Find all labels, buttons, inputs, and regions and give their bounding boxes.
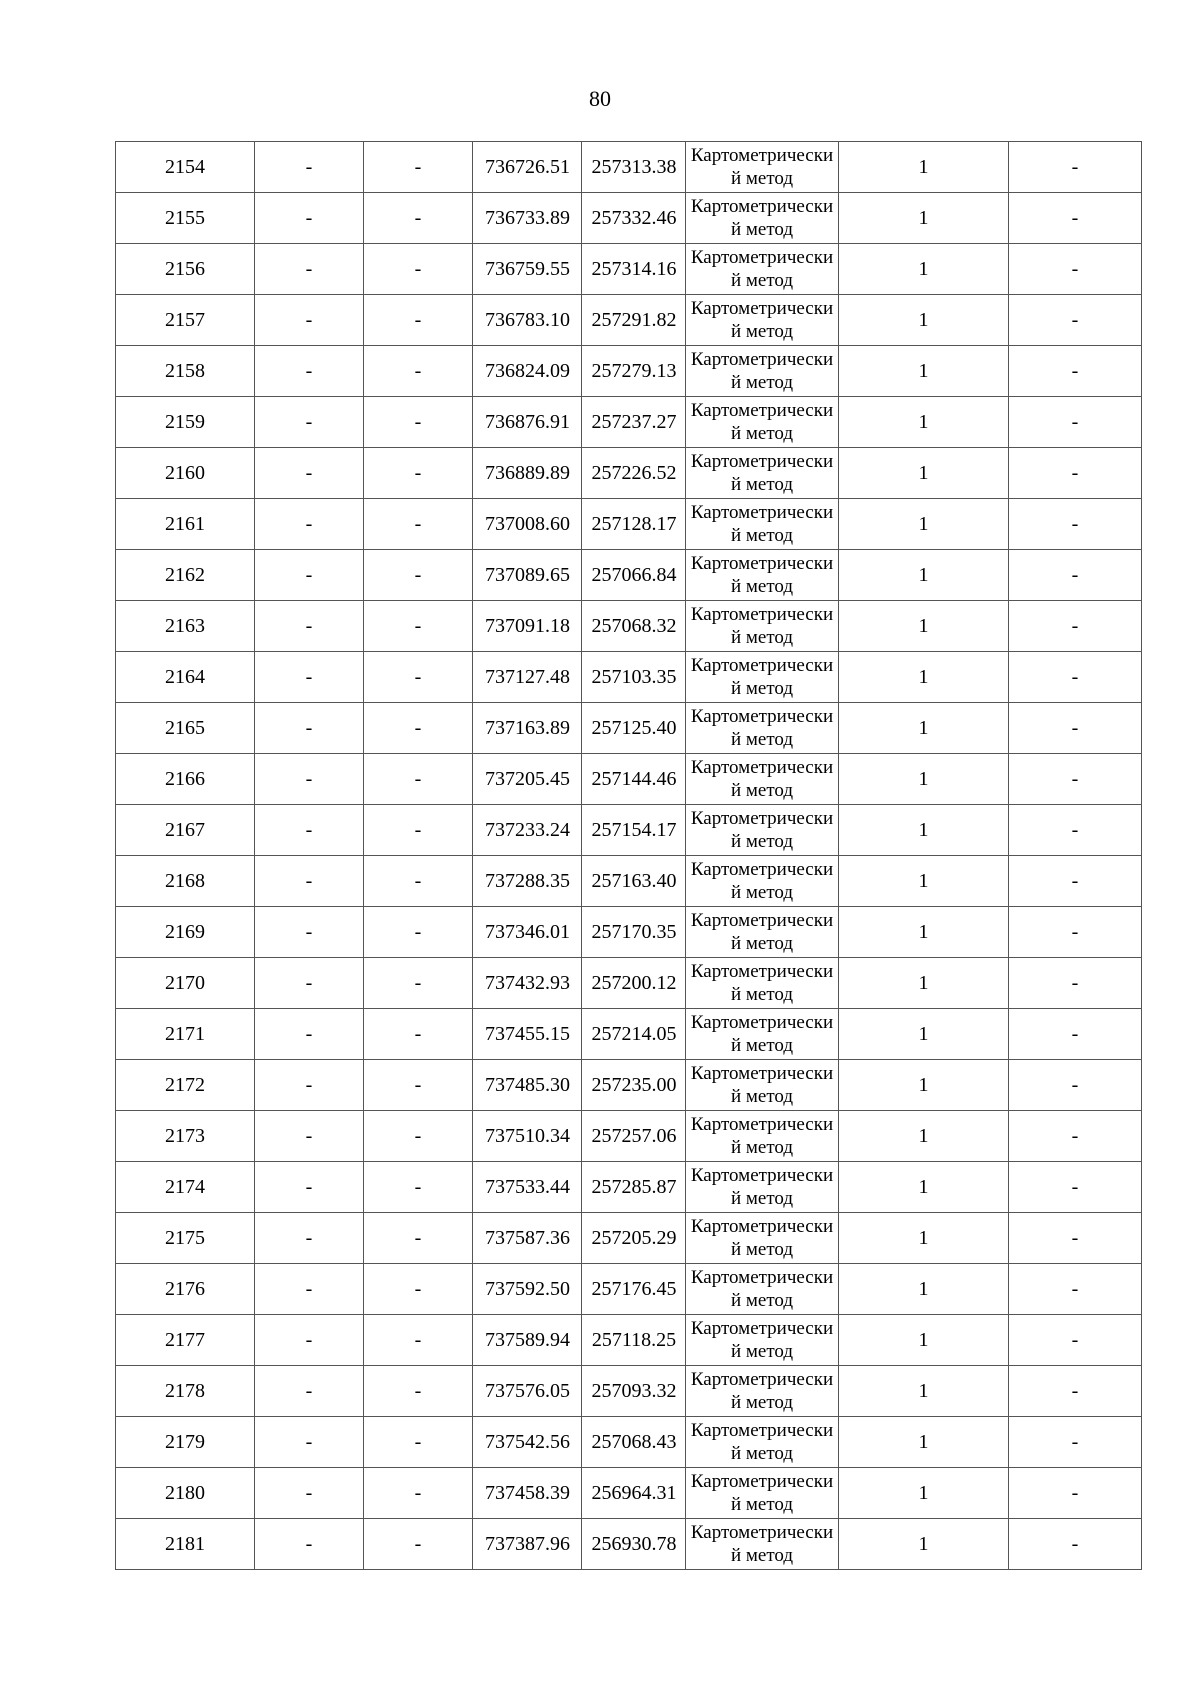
table-row <box>116 703 1142 754</box>
method-cell: Картометрический метод <box>686 346 839 397</box>
method-cell: Картометрический метод <box>686 1111 839 1162</box>
dash-cell: - <box>1009 1519 1142 1570</box>
dash-cell: - <box>364 550 473 601</box>
point-number-cell: 2176 <box>116 1264 255 1315</box>
point-number-cell: 2157 <box>116 295 255 346</box>
method-cell: Картометрический метод <box>686 142 839 193</box>
dash-cell: - <box>255 703 364 754</box>
method-cell: Картометрический метод <box>686 1315 839 1366</box>
dash-cell: - <box>1009 295 1142 346</box>
dash-cell: - <box>364 244 473 295</box>
y-coordinate-cell: 257226.52 <box>582 448 686 499</box>
dash-cell: - <box>255 1060 364 1111</box>
table-row <box>116 550 1142 601</box>
dash-cell: - <box>255 805 364 856</box>
accuracy-cell: 1 <box>839 1111 1009 1162</box>
point-number-cell: 2174 <box>116 1162 255 1213</box>
dash-cell: - <box>1009 1315 1142 1366</box>
y-coordinate-cell: 257068.32 <box>582 601 686 652</box>
dash-cell: - <box>255 1009 364 1060</box>
dash-cell: - <box>255 1366 364 1417</box>
dash-cell: - <box>364 193 473 244</box>
method-cell: Картометрический метод <box>686 1417 839 1468</box>
x-coordinate-cell: 737233.24 <box>473 805 582 856</box>
y-coordinate-cell: 257163.40 <box>582 856 686 907</box>
table-row <box>116 1264 1142 1315</box>
accuracy-cell: 1 <box>839 1417 1009 1468</box>
y-coordinate-cell: 257235.00 <box>582 1060 686 1111</box>
dash-cell: - <box>1009 1417 1142 1468</box>
y-coordinate-cell: 257314.16 <box>582 244 686 295</box>
dash-cell: - <box>255 601 364 652</box>
dash-cell: - <box>255 1264 364 1315</box>
dash-cell: - <box>1009 1468 1142 1519</box>
dash-cell: - <box>364 652 473 703</box>
dash-cell: - <box>255 652 364 703</box>
point-number-cell: 2180 <box>116 1468 255 1519</box>
dash-cell: - <box>1009 805 1142 856</box>
accuracy-cell: 1 <box>839 856 1009 907</box>
table-row <box>116 1213 1142 1264</box>
x-coordinate-cell: 737533.44 <box>473 1162 582 1213</box>
y-coordinate-cell: 257285.87 <box>582 1162 686 1213</box>
dash-cell: - <box>364 346 473 397</box>
table-row <box>116 601 1142 652</box>
point-number-cell: 2160 <box>116 448 255 499</box>
y-coordinate-cell: 257066.84 <box>582 550 686 601</box>
table-row <box>116 1009 1142 1060</box>
dash-cell: - <box>255 1111 364 1162</box>
accuracy-cell: 1 <box>839 1366 1009 1417</box>
method-cell: Картометрический метод <box>686 499 839 550</box>
method-cell: Картометрический метод <box>686 1162 839 1213</box>
y-coordinate-cell: 257154.17 <box>582 805 686 856</box>
dash-cell: - <box>255 1417 364 1468</box>
accuracy-cell: 1 <box>839 550 1009 601</box>
method-cell: Картометрический метод <box>686 1468 839 1519</box>
dash-cell: - <box>1009 1264 1142 1315</box>
dash-cell: - <box>364 1111 473 1162</box>
point-number-cell: 2171 <box>116 1009 255 1060</box>
coordinates-table <box>115 141 1142 1570</box>
dash-cell: - <box>255 907 364 958</box>
table-row <box>116 295 1142 346</box>
dash-cell: - <box>255 448 364 499</box>
table-row <box>116 244 1142 295</box>
dash-cell: - <box>1009 1162 1142 1213</box>
point-number-cell: 2172 <box>116 1060 255 1111</box>
table-row <box>116 193 1142 244</box>
method-cell: Картометрический метод <box>686 1213 839 1264</box>
table-row <box>116 1468 1142 1519</box>
y-coordinate-cell: 257279.13 <box>582 346 686 397</box>
x-coordinate-cell: 737592.50 <box>473 1264 582 1315</box>
y-coordinate-cell: 257200.12 <box>582 958 686 1009</box>
dash-cell: - <box>364 703 473 754</box>
accuracy-cell: 1 <box>839 1009 1009 1060</box>
x-coordinate-cell: 737089.65 <box>473 550 582 601</box>
point-number-cell: 2163 <box>116 601 255 652</box>
dash-cell: - <box>1009 958 1142 1009</box>
dash-cell: - <box>364 856 473 907</box>
dash-cell: - <box>364 1213 473 1264</box>
table-row <box>116 652 1142 703</box>
point-number-cell: 2173 <box>116 1111 255 1162</box>
method-cell: Картометрический метод <box>686 1009 839 1060</box>
point-number-cell: 2162 <box>116 550 255 601</box>
x-coordinate-cell: 737576.05 <box>473 1366 582 1417</box>
accuracy-cell: 1 <box>839 1264 1009 1315</box>
dash-cell: - <box>255 958 364 1009</box>
dash-cell: - <box>1009 703 1142 754</box>
y-coordinate-cell: 257313.38 <box>582 142 686 193</box>
dash-cell: - <box>364 754 473 805</box>
accuracy-cell: 1 <box>839 397 1009 448</box>
dash-cell: - <box>364 448 473 499</box>
x-coordinate-cell: 737589.94 <box>473 1315 582 1366</box>
dash-cell: - <box>255 1162 364 1213</box>
accuracy-cell: 1 <box>839 1519 1009 1570</box>
point-number-cell: 2181 <box>116 1519 255 1570</box>
method-cell: Картометрический метод <box>686 652 839 703</box>
x-coordinate-cell: 737458.39 <box>473 1468 582 1519</box>
point-number-cell: 2167 <box>116 805 255 856</box>
table-row <box>116 1417 1142 1468</box>
table-row <box>116 499 1142 550</box>
y-coordinate-cell: 257170.35 <box>582 907 686 958</box>
x-coordinate-cell: 737510.34 <box>473 1111 582 1162</box>
x-coordinate-cell: 736759.55 <box>473 244 582 295</box>
dash-cell: - <box>1009 1009 1142 1060</box>
dash-cell: - <box>1009 142 1142 193</box>
dash-cell: - <box>364 295 473 346</box>
point-number-cell: 2170 <box>116 958 255 1009</box>
table-row <box>116 805 1142 856</box>
y-coordinate-cell: 256930.78 <box>582 1519 686 1570</box>
y-coordinate-cell: 257214.05 <box>582 1009 686 1060</box>
dash-cell: - <box>364 1366 473 1417</box>
dash-cell: - <box>1009 1366 1142 1417</box>
y-coordinate-cell: 257291.82 <box>582 295 686 346</box>
accuracy-cell: 1 <box>839 1468 1009 1519</box>
method-cell: Картометрический метод <box>686 1366 839 1417</box>
point-number-cell: 2158 <box>116 346 255 397</box>
dash-cell: - <box>364 805 473 856</box>
point-number-cell: 2166 <box>116 754 255 805</box>
dash-cell: - <box>255 754 364 805</box>
table-row <box>116 958 1142 1009</box>
accuracy-cell: 1 <box>839 1060 1009 1111</box>
dash-cell: - <box>364 1009 473 1060</box>
method-cell: Картометрический метод <box>686 805 839 856</box>
accuracy-cell: 1 <box>839 244 1009 295</box>
y-coordinate-cell: 257237.27 <box>582 397 686 448</box>
point-number-cell: 2175 <box>116 1213 255 1264</box>
method-cell: Картометрический метод <box>686 193 839 244</box>
point-number-cell: 2156 <box>116 244 255 295</box>
y-coordinate-cell: 257144.46 <box>582 754 686 805</box>
table-row <box>116 397 1142 448</box>
accuracy-cell: 1 <box>839 805 1009 856</box>
dash-cell: - <box>364 142 473 193</box>
x-coordinate-cell: 737432.93 <box>473 958 582 1009</box>
dash-cell: - <box>255 397 364 448</box>
point-number-cell: 2164 <box>116 652 255 703</box>
accuracy-cell: 1 <box>839 142 1009 193</box>
x-coordinate-cell: 737205.45 <box>473 754 582 805</box>
dash-cell: - <box>255 1468 364 1519</box>
y-coordinate-cell: 257068.43 <box>582 1417 686 1468</box>
x-coordinate-cell: 736889.89 <box>473 448 582 499</box>
y-coordinate-cell: 257128.17 <box>582 499 686 550</box>
table-row <box>116 1111 1142 1162</box>
x-coordinate-cell: 737008.60 <box>473 499 582 550</box>
accuracy-cell: 1 <box>839 754 1009 805</box>
method-cell: Картометрический метод <box>686 448 839 499</box>
table-row <box>116 1366 1142 1417</box>
dash-cell: - <box>1009 754 1142 805</box>
method-cell: Картометрический метод <box>686 907 839 958</box>
x-coordinate-cell: 736726.51 <box>473 142 582 193</box>
dash-cell: - <box>1009 1213 1142 1264</box>
table-row <box>116 1060 1142 1111</box>
accuracy-cell: 1 <box>839 652 1009 703</box>
dash-cell: - <box>1009 550 1142 601</box>
method-cell: Картометрический метод <box>686 754 839 805</box>
point-number-cell: 2177 <box>116 1315 255 1366</box>
dash-cell: - <box>364 601 473 652</box>
dash-cell: - <box>364 1519 473 1570</box>
dash-cell: - <box>1009 448 1142 499</box>
table-row <box>116 346 1142 397</box>
accuracy-cell: 1 <box>839 958 1009 1009</box>
dash-cell: - <box>1009 244 1142 295</box>
y-coordinate-cell: 257093.32 <box>582 1366 686 1417</box>
x-coordinate-cell: 736783.10 <box>473 295 582 346</box>
table-row <box>116 1519 1142 1570</box>
table-row <box>116 1315 1142 1366</box>
dash-cell: - <box>364 958 473 1009</box>
dash-cell: - <box>364 1060 473 1111</box>
dash-cell: - <box>364 1264 473 1315</box>
table-row <box>116 142 1142 193</box>
accuracy-cell: 1 <box>839 1315 1009 1366</box>
method-cell: Картометрический метод <box>686 856 839 907</box>
y-coordinate-cell: 257257.06 <box>582 1111 686 1162</box>
accuracy-cell: 1 <box>839 295 1009 346</box>
dash-cell: - <box>255 856 364 907</box>
x-coordinate-cell: 736733.89 <box>473 193 582 244</box>
table-row <box>116 754 1142 805</box>
method-cell: Картометрический метод <box>686 295 839 346</box>
method-cell: Картометрический метод <box>686 1060 839 1111</box>
method-cell: Картометрический метод <box>686 550 839 601</box>
point-number-cell: 2154 <box>116 142 255 193</box>
dash-cell: - <box>255 1519 364 1570</box>
x-coordinate-cell: 736824.09 <box>473 346 582 397</box>
dash-cell: - <box>364 907 473 958</box>
accuracy-cell: 1 <box>839 346 1009 397</box>
table-row <box>116 448 1142 499</box>
x-coordinate-cell: 737455.15 <box>473 1009 582 1060</box>
dash-cell: - <box>1009 499 1142 550</box>
method-cell: Картометрический метод <box>686 244 839 295</box>
accuracy-cell: 1 <box>839 907 1009 958</box>
table-row <box>116 856 1142 907</box>
point-number-cell: 2168 <box>116 856 255 907</box>
dash-cell: - <box>1009 601 1142 652</box>
dash-cell: - <box>1009 346 1142 397</box>
point-number-cell: 2155 <box>116 193 255 244</box>
x-coordinate-cell: 737346.01 <box>473 907 582 958</box>
x-coordinate-cell: 737485.30 <box>473 1060 582 1111</box>
dash-cell: - <box>364 1162 473 1213</box>
table-body <box>116 142 1142 1570</box>
dash-cell: - <box>1009 652 1142 703</box>
accuracy-cell: 1 <box>839 448 1009 499</box>
method-cell: Картометрический метод <box>686 601 839 652</box>
dash-cell: - <box>255 346 364 397</box>
y-coordinate-cell: 257118.25 <box>582 1315 686 1366</box>
x-coordinate-cell: 737288.35 <box>473 856 582 907</box>
dash-cell: - <box>364 1468 473 1519</box>
dash-cell: - <box>255 550 364 601</box>
point-number-cell: 2169 <box>116 907 255 958</box>
point-number-cell: 2178 <box>116 1366 255 1417</box>
dash-cell: - <box>364 397 473 448</box>
point-number-cell: 2159 <box>116 397 255 448</box>
dash-cell: - <box>255 499 364 550</box>
dash-cell: - <box>255 1213 364 1264</box>
method-cell: Картометрический метод <box>686 1264 839 1315</box>
dash-cell: - <box>255 1315 364 1366</box>
y-coordinate-cell: 256964.31 <box>582 1468 686 1519</box>
accuracy-cell: 1 <box>839 703 1009 754</box>
dash-cell: - <box>1009 907 1142 958</box>
accuracy-cell: 1 <box>839 499 1009 550</box>
page-number: 80 <box>589 86 611 111</box>
method-cell: Картометрический метод <box>686 958 839 1009</box>
point-number-cell: 2179 <box>116 1417 255 1468</box>
x-coordinate-cell: 737587.36 <box>473 1213 582 1264</box>
accuracy-cell: 1 <box>839 1162 1009 1213</box>
x-coordinate-cell: 737091.18 <box>473 601 582 652</box>
accuracy-cell: 1 <box>839 1213 1009 1264</box>
x-coordinate-cell: 737163.89 <box>473 703 582 754</box>
dash-cell: - <box>1009 193 1142 244</box>
dash-cell: - <box>255 295 364 346</box>
x-coordinate-cell: 736876.91 <box>473 397 582 448</box>
method-cell: Картометрический метод <box>686 1519 839 1570</box>
y-coordinate-cell: 257176.45 <box>582 1264 686 1315</box>
method-cell: Картометрический метод <box>686 397 839 448</box>
dash-cell: - <box>1009 1060 1142 1111</box>
dash-cell: - <box>1009 856 1142 907</box>
dash-cell: - <box>1009 1111 1142 1162</box>
accuracy-cell: 1 <box>839 601 1009 652</box>
dash-cell: - <box>364 499 473 550</box>
y-coordinate-cell: 257103.35 <box>582 652 686 703</box>
dash-cell: - <box>1009 397 1142 448</box>
y-coordinate-cell: 257332.46 <box>582 193 686 244</box>
dash-cell: - <box>255 244 364 295</box>
method-cell: Картометрический метод <box>686 703 839 754</box>
accuracy-cell: 1 <box>839 193 1009 244</box>
y-coordinate-cell: 257205.29 <box>582 1213 686 1264</box>
dash-cell: - <box>364 1315 473 1366</box>
dash-cell: - <box>255 193 364 244</box>
x-coordinate-cell: 737127.48 <box>473 652 582 703</box>
x-coordinate-cell: 737387.96 <box>473 1519 582 1570</box>
table-row <box>116 1162 1142 1213</box>
x-coordinate-cell: 737542.56 <box>473 1417 582 1468</box>
y-coordinate-cell: 257125.40 <box>582 703 686 754</box>
point-number-cell: 2161 <box>116 499 255 550</box>
dash-cell: - <box>364 1417 473 1468</box>
point-number-cell: 2165 <box>116 703 255 754</box>
table-row <box>116 907 1142 958</box>
dash-cell: - <box>255 142 364 193</box>
